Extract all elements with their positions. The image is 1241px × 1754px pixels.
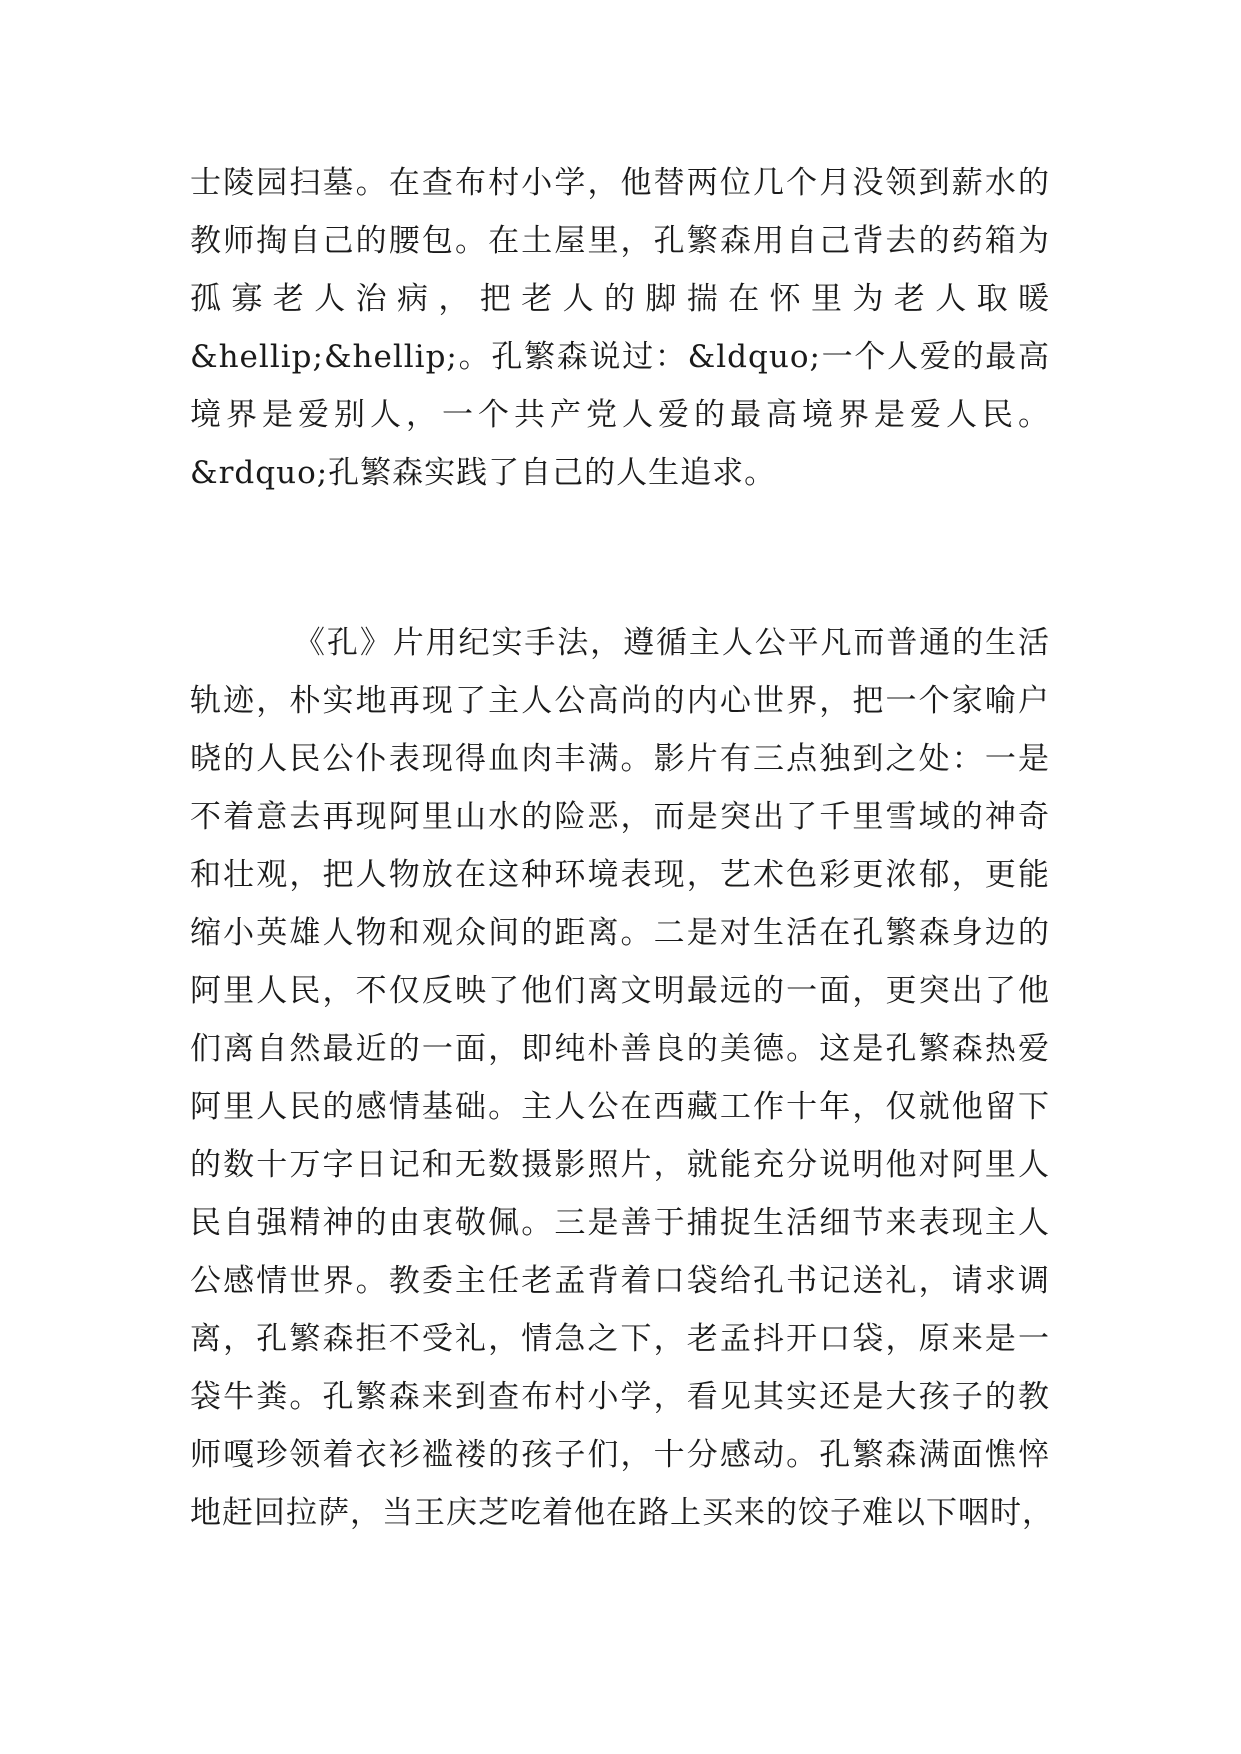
- text-line: 的数十万字日记和无数摄影照片，就能充分说明他对阿里人: [190, 1147, 1050, 1183]
- text-line: &hellip;&hellip;。孔繁森说过：&ldquo;一个人爱的最高: [190, 339, 1050, 375]
- paragraph-1: [190, 154, 1050, 502]
- text-line: 民自强精神的由衷敬佩。三是善于捕捉生活细节来表现主人: [190, 1205, 1050, 1241]
- text-line: 阿里人民，不仅反映了他们离文明最远的一面，更突出了他: [190, 973, 1050, 1009]
- text-line: 教师掏自己的腰包。在土屋里，孔繁森用自己背去的药箱为: [190, 223, 1050, 259]
- text-line: 袋牛粪。孔繁森来到查布村小学，看见其实还是大孩子的教: [190, 1379, 1050, 1415]
- text-line: 离，孔繁森拒不受礼，情急之下，老孟抖开口袋，原来是一: [190, 1321, 1050, 1357]
- text-line: 缩小英雄人物和观众间的距离。二是对生活在孔繁森身边的: [190, 915, 1050, 951]
- text-line: 公感情世界。教委主任老孟背着口袋给孔书记送礼，请求调: [190, 1263, 1050, 1299]
- text-line: &rdquo;孔繁森实践了自己的人生追求。: [190, 455, 777, 491]
- text-line: 士陵园扫墓。在查布村小学，他替两位几个月没领到薪水的: [190, 165, 1050, 201]
- text-line: 《孔》片用纪实手法，遵循主人公平凡而普通的生活: [294, 625, 1050, 661]
- text-line: 不着意去再现阿里山水的险恶，而是突出了千里雪域的神奇: [190, 799, 1050, 835]
- text-line: 师嘎珍领着衣衫褴褛的孩子们，十分感动。孔繁森满面憔悴: [190, 1437, 1050, 1473]
- text-line: 阿里人民的感情基础。主人公在西藏工作十年，仅就他留下: [190, 1089, 1050, 1125]
- paragraph-2: [190, 614, 1054, 1542]
- text-line: 们离自然最近的一面，即纯朴善良的美德。这是孔繁森热爱: [190, 1031, 1050, 1067]
- text-line: 孤寡老人治病，把老人的脚揣在怀里为老人取暖: [190, 281, 1050, 317]
- text-line: 地赶回拉萨，当王庆芝吃着他在路上买来的饺子难以下咽时，: [190, 1495, 1054, 1531]
- text-line: 轨迹，朴实地再现了主人公高尚的内心世界，把一个家喻户: [190, 683, 1050, 719]
- text-line: 境界是爱别人，一个共产党人爱的最高境界是爱人民。: [190, 397, 1050, 433]
- text-line: 晓的人民公仆表现得血肉丰满。影片有三点独到之处：一是: [190, 741, 1050, 777]
- text-line: 和壮观，把人物放在这种环境表现，艺术色彩更浓郁，更能: [190, 857, 1050, 893]
